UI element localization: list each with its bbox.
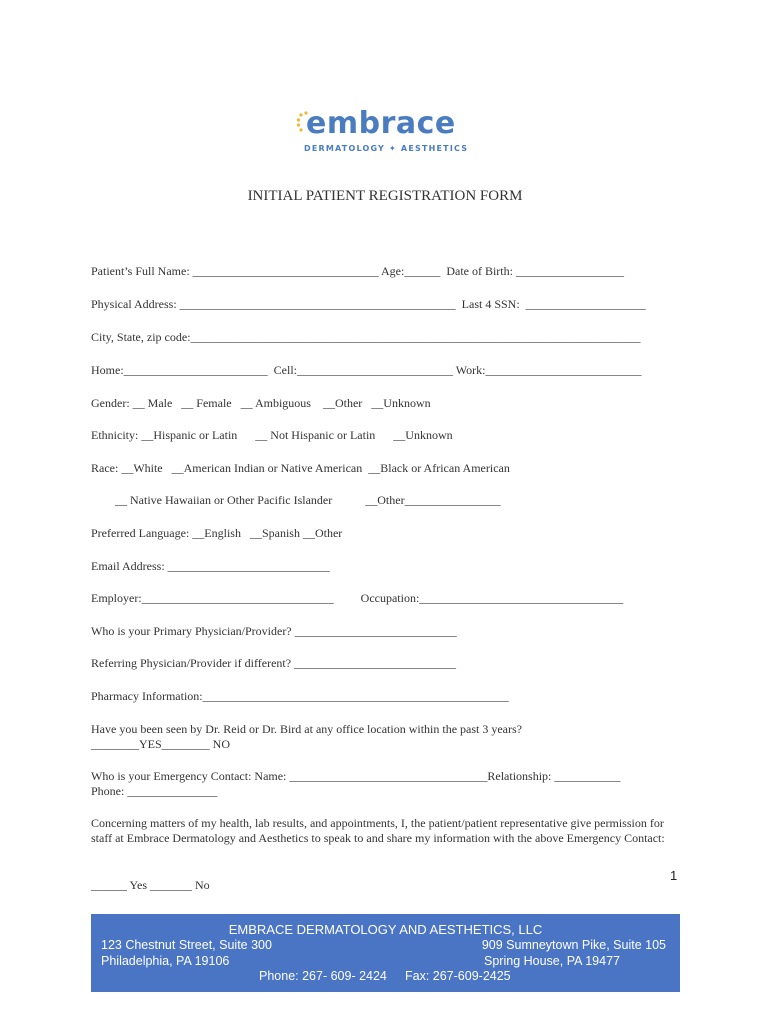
page-number: 1 bbox=[670, 868, 678, 883]
footer-right-address-line2: Spring House, PA 19477 bbox=[484, 954, 620, 968]
ethnicity-line[interactable]: Ethnicity: __Hispanic or Latin __ Not Hispanic or Latin __Unknown bbox=[91, 428, 453, 442]
referring-physician-line[interactable]: Referring Physician/Provider if different? ___________________________ bbox=[91, 656, 457, 670]
footer-banner bbox=[91, 914, 680, 992]
gender-line[interactable]: Gender: __ Male __ Female __ Ambiguous __Other __Unknown bbox=[91, 396, 431, 410]
footer-left-address-line1: 123 Chestnut Street, Suite 300 bbox=[101, 938, 272, 952]
preferred-language-line[interactable]: Preferred Language: __English __Spanish __Other bbox=[91, 526, 343, 540]
phone-numbers-line[interactable]: Home:________________________ Cell:__________________________ Work:__________________________ bbox=[91, 363, 642, 377]
pharmacy-line[interactable]: Pharmacy Information:___________________________________________________ bbox=[91, 689, 509, 703]
seen-answer-field[interactable]: ________YES________ NO bbox=[91, 737, 231, 751]
embrace-logo bbox=[296, 106, 476, 156]
consent-answer-field[interactable]: ______ Yes _______ No bbox=[91, 878, 210, 892]
patient-name-line[interactable]: Patient’s Full Name: _______________________________ Age:______ Date of Birth: __________________ bbox=[91, 264, 624, 278]
footer-right-address-line1: 909 Sumneytown Pike, Suite 105 bbox=[481, 938, 666, 952]
consent-paragraph: Concerning matters of my health, lab results, and appointments, I, the patient/patient representative give permission for staff at Embrace Dermatology and Aesthetics to speak to and share my information with the above Emergency Contact: bbox=[91, 816, 665, 845]
seen-question: Have you been seen by Dr. Reid or Dr. Bird at any office location within the past 3 years? bbox=[91, 722, 522, 736]
logo-tagline: DERMATOLOGY ✦ AESTHETICS bbox=[304, 144, 469, 153]
emergency-contact-line[interactable]: Who is your Emergency Contact: Name: _________________________________Relationship: ___________ bbox=[91, 769, 621, 783]
employer-occupation-line[interactable]: Employer:________________________________ Occupation:__________________________________ bbox=[91, 591, 624, 605]
race-line[interactable]: Race: __White __American Indian or Native American __Black or African American bbox=[91, 461, 510, 475]
form-title: INITIAL PATIENT REGISTRATION FORM bbox=[247, 188, 523, 204]
primary-physician-line[interactable]: Who is your Primary Physician/Provider? ___________________________ bbox=[91, 624, 457, 638]
email-line[interactable]: Email Address: ___________________________ bbox=[91, 559, 330, 573]
address-line[interactable]: Physical Address: ______________________________________________ Last 4 SSN: ____________________ bbox=[91, 297, 646, 311]
city-state-zip-line[interactable]: City, State, zip code:___________________________________________________________________________ bbox=[91, 330, 641, 344]
footer-company-name: EMBRACE DERMATOLOGY AND AESTHETICS, LLC bbox=[228, 922, 543, 937]
footer-left-address-line2: Philadelphia, PA 19106 bbox=[101, 954, 230, 968]
footer-phone: Phone: 267- 609- 2424 bbox=[259, 969, 387, 983]
emergency-phone-line[interactable]: Phone: _______________ bbox=[91, 784, 218, 798]
race-line-continued[interactable]: __ Native Hawaiian or Other Pacific Islander __Other________________ bbox=[91, 493, 501, 507]
footer-fax: Fax: 267-609-2425 bbox=[405, 969, 511, 983]
logo-wordmark: embrace bbox=[306, 106, 456, 141]
